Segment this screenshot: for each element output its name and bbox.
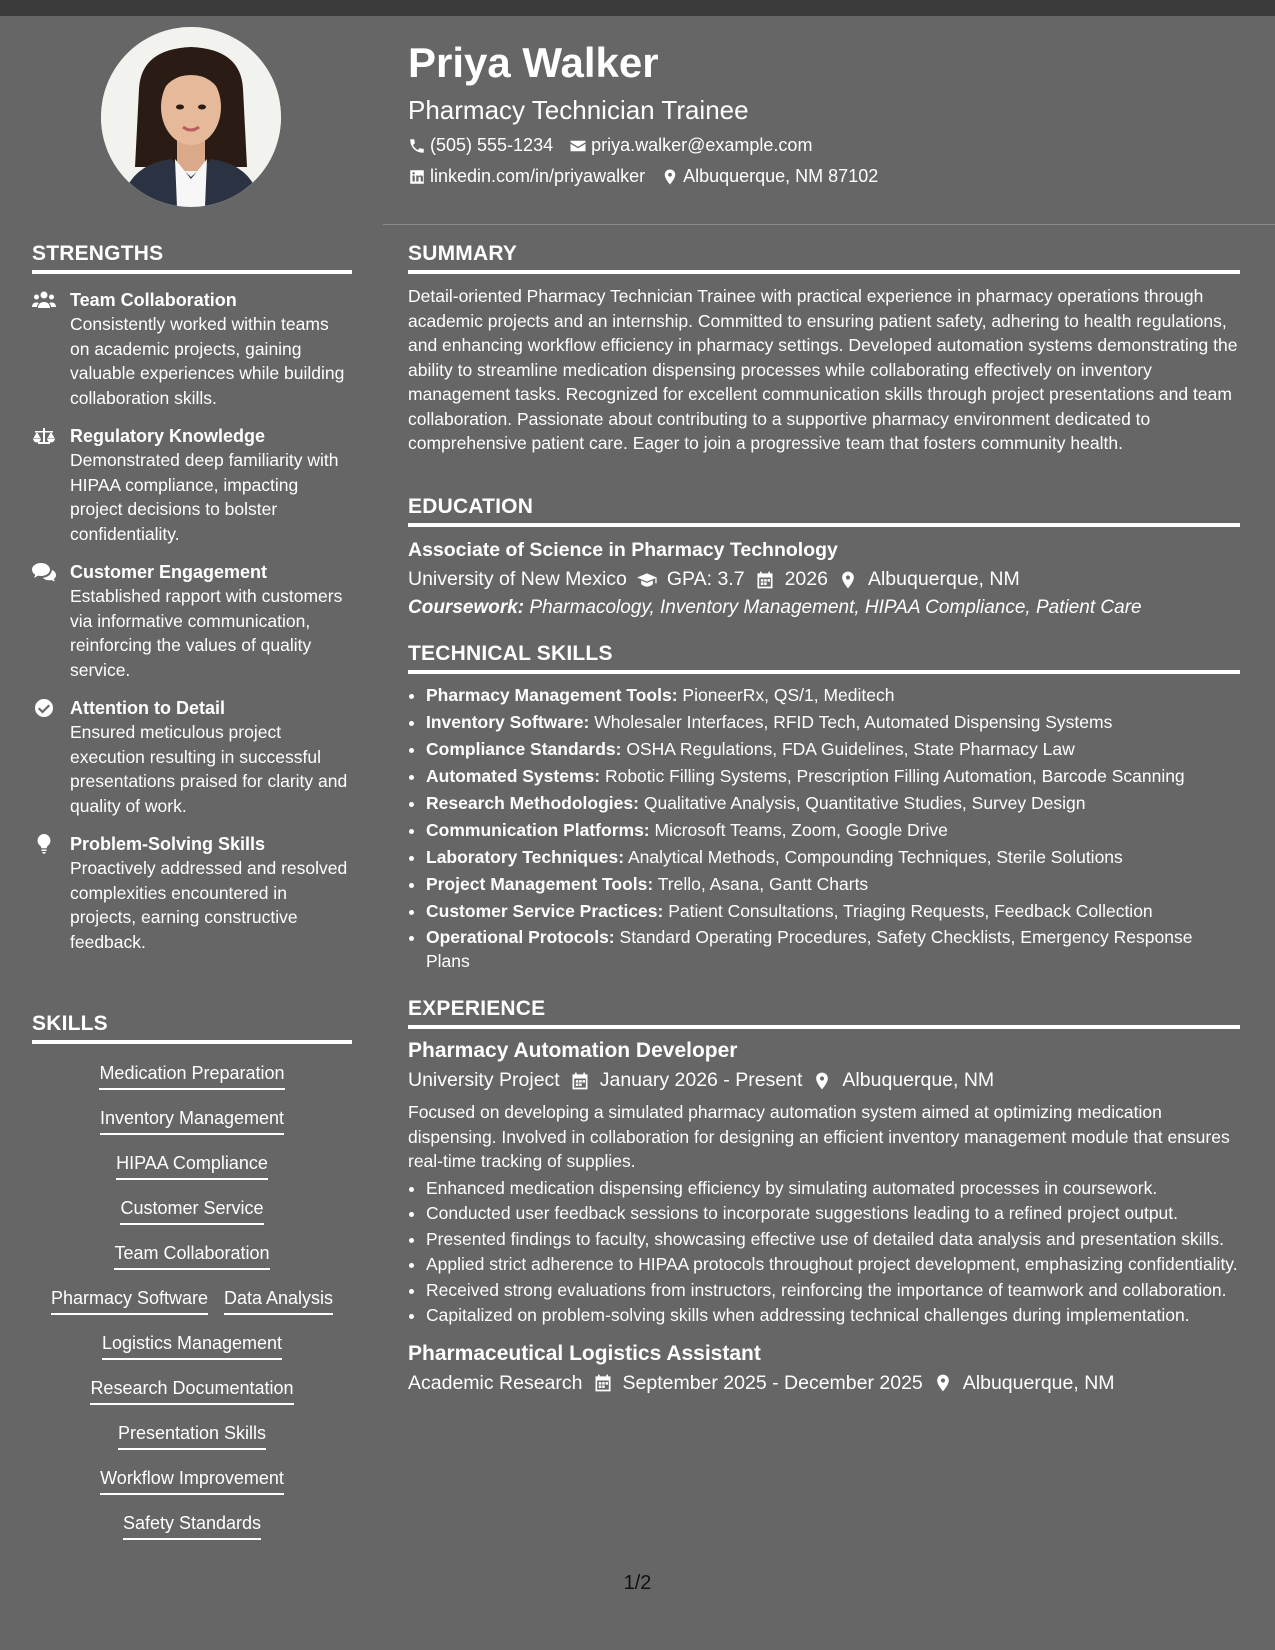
- header-divider: [383, 224, 1275, 225]
- skill-value: Wholesaler Interfaces, RFID Tech, Automated Dispensing Systems: [594, 712, 1113, 732]
- balance-scale-icon: [32, 426, 56, 446]
- list-item: [426, 763, 1240, 790]
- strength-title: Problem-Solving Skills: [70, 834, 266, 854]
- top-bar: [0, 0, 1275, 16]
- list-item: [426, 709, 1240, 736]
- experience-heading: EXPERIENCE: [408, 997, 1240, 1029]
- skills-heading: SKILLS: [32, 1012, 352, 1044]
- experience-section: [408, 997, 1240, 1395]
- skill-label: Customer Service Practices:: [426, 901, 664, 921]
- strength-item: [32, 560, 352, 682]
- list-item: [426, 871, 1240, 898]
- strength-item: [32, 424, 352, 546]
- list-item: • Enhanced medication dispensing efficiency by simulating automated processes in coursework.: [426, 1176, 1240, 1201]
- map-marker-icon: [838, 570, 858, 590]
- list-item: [426, 898, 1240, 925]
- list-item: [426, 817, 1240, 844]
- job-dates: September 2025 - December 2025: [622, 1371, 923, 1394]
- contact-row-1: [408, 135, 812, 156]
- linkedin-text: linkedin.com/in/priyawalker: [430, 166, 646, 186]
- skill-label: Project Management Tools:: [426, 874, 654, 894]
- skill-value: Standard Operating Procedures, Safety Checklists, Emergency Response Plans: [426, 927, 1193, 971]
- education-location: Albuquerque, NM: [867, 568, 1020, 590]
- list-item: [426, 925, 1240, 973]
- job-location: Albuquerque, NM: [962, 1371, 1115, 1394]
- location-text: Albuquerque, NM 87102: [683, 166, 879, 186]
- skill-label: Communication Platforms:: [426, 820, 650, 840]
- envelope-icon: [569, 137, 587, 155]
- page-number: 1/2: [623, 1572, 652, 1594]
- skill-label: Pharmacy Management Tools:: [426, 685, 678, 705]
- skill-value: Patient Consultations, Triaging Requests, Feedback Collection: [668, 901, 1153, 921]
- skill-value: Trello, Asana, Gantt Charts: [657, 874, 869, 894]
- skill-value: Analytical Methods, Compounding Techniques, Sterile Solutions: [627, 847, 1123, 867]
- email-contact[interactable]: [569, 135, 812, 156]
- lightbulb-icon: [32, 834, 56, 854]
- skill-label: Compliance Standards:: [426, 739, 622, 759]
- strength-item: [32, 288, 352, 410]
- skill-value: Robotic Filling Systems, Prescription Filling Automation, Barcode Scanning: [604, 766, 1185, 786]
- skill-tag: Team Collaboration: [114, 1242, 269, 1270]
- skill-tag: Data Analysis: [224, 1287, 333, 1315]
- skill-tag: HIPAA Compliance: [116, 1152, 268, 1180]
- skill-tag: Customer Service: [120, 1197, 263, 1225]
- skill-value: PioneerRx, QS/1, Meditech: [682, 685, 895, 705]
- job-meta: [408, 1372, 1240, 1395]
- strengths-heading: STRENGTHS: [32, 242, 352, 274]
- skill-tag: Research Documentation: [90, 1377, 293, 1405]
- users-icon: [32, 290, 56, 310]
- list-item: • Presented findings to faculty, showcasing effective use of detailed data analysis and presentation skills.: [426, 1227, 1240, 1252]
- job-location: Albuquerque, NM: [842, 1069, 995, 1091]
- coursework-text: Pharmacology, Inventory Management, HIPAA Compliance, Patient Care: [529, 597, 1142, 618]
- strength-desc: Established rapport with customers via informative communication, reinforcing the values of quality service.: [70, 586, 343, 680]
- strength-title: Attention to Detail: [70, 698, 225, 718]
- map-marker-icon: [661, 168, 679, 186]
- calendar-icon: [593, 1373, 613, 1393]
- list-item: [426, 682, 1240, 709]
- job-title: Pharmaceutical Logistics Assistant: [408, 1341, 761, 1365]
- graduation-year: 2026: [784, 568, 828, 590]
- strength-desc: Ensured meticulous project execution resulting in successful presentations praised for clarity and quality of work.: [70, 722, 348, 816]
- phone-contact[interactable]: [408, 135, 553, 156]
- list-item: • Capitalized on problem-solving skills when addressing technical challenges during implementation.: [426, 1303, 1240, 1328]
- skills-section: [32, 1012, 352, 1540]
- degree-title: Associate of Science in Pharmacy Technology: [408, 539, 838, 561]
- strength-desc: Consistently worked within teams on academic projects, gaining valuable experiences while building collaboration skills.: [70, 314, 345, 408]
- profile-photo: [101, 27, 281, 207]
- skill-tag: Safety Standards: [123, 1512, 261, 1540]
- skill-label: Automated Systems:: [426, 766, 601, 786]
- school-name: University of New Mexico: [408, 568, 627, 590]
- list-item: • Received strong evaluations from instructors, reinforcing the importance of teamwork and collaboration.: [426, 1278, 1240, 1303]
- phone-text: (505) 555-1234: [430, 135, 554, 155]
- strengths-section: [32, 242, 352, 954]
- skill-tag: Workflow Improvement: [100, 1467, 284, 1495]
- education-meta: [408, 568, 1240, 591]
- skill-tag: Pharmacy Software: [51, 1287, 208, 1315]
- education-section: [408, 495, 1240, 619]
- strength-title: Team Collaboration: [70, 290, 237, 310]
- skill-value: Microsoft Teams, Zoom, Google Drive: [654, 820, 948, 840]
- linkedin-icon: [408, 168, 426, 186]
- skill-label: Research Methodologies:: [426, 793, 639, 813]
- skill-label: Laboratory Techniques:: [426, 847, 625, 867]
- candidate-title: Pharmacy Technician Trainee: [408, 95, 749, 125]
- strength-title: Customer Engagement: [70, 562, 268, 582]
- skill-label: Operational Protocols:: [426, 927, 615, 947]
- skill-value: OSHA Regulations, FDA Guidelines, State Pharmacy Law: [626, 739, 1075, 759]
- location-contact: [661, 166, 878, 187]
- gpa-text: GPA: 3.7: [666, 568, 745, 590]
- job-org: Academic Research: [408, 1371, 583, 1394]
- list-item: [426, 790, 1240, 817]
- technical-skills-section: [408, 642, 1240, 973]
- phone-icon: [408, 137, 426, 155]
- job-title: Pharmacy Automation Developer: [408, 1039, 738, 1062]
- skill-value: Qualitative Analysis, Quantitative Studies, Survey Design: [643, 793, 1086, 813]
- comments-icon: [32, 562, 56, 582]
- calendar-icon: [570, 1071, 590, 1091]
- job-meta: [408, 1069, 1240, 1092]
- coursework-label: Coursework:: [408, 597, 525, 618]
- summary-text: Detail-oriented Pharmacy Technician Trainee with practical experience in pharmacy operations through academic projects and an internship. Committed to ensuring patient safety, adhering to health regulations, and enhancing workflow efficiency in pharmacy settings. Developed automation systems demonstrating the ability to streamline medication dispensing processes while collaborating effectively on inventory management tasks. Recognized for excellent communication skills through project presentations and team collaboration. Passionate about contributing to a supportive pharmacy environment dedicated to comprehensive patient care. Eager to join a progressive team that fosters community health.: [408, 286, 1238, 453]
- skill-tag: Medication Preparation: [99, 1062, 284, 1090]
- job-dates: January 2026 - Present: [599, 1069, 803, 1091]
- contact-row-2: [408, 166, 878, 187]
- skill-tag: Logistics Management: [102, 1332, 282, 1360]
- skill-tag: Presentation Skills: [118, 1422, 266, 1450]
- summary-section: [408, 242, 1240, 456]
- check-circle-icon: [32, 698, 56, 718]
- list-item: • Conducted user feedback sessions to incorporate suggestions leading to a refined project output.: [426, 1201, 1240, 1226]
- email-text: priya.walker@example.com: [591, 135, 813, 155]
- summary-heading: SUMMARY: [408, 242, 1240, 274]
- map-marker-icon: [933, 1373, 953, 1393]
- strength-item: [32, 832, 352, 954]
- coursework-line: [408, 597, 1240, 619]
- strength-desc: Demonstrated deep familiarity with HIPAA compliance, impacting project decisions to bolster confidentiality.: [70, 450, 339, 544]
- map-marker-icon: [812, 1071, 832, 1091]
- strength-title: Regulatory Knowledge: [70, 426, 266, 446]
- strength-desc: Proactively addressed and resolved complexities encountered in projects, earning constructive feedback.: [70, 858, 348, 952]
- list-item: [426, 736, 1240, 763]
- list-item: [426, 844, 1240, 871]
- education-heading: EDUCATION: [408, 495, 1240, 527]
- skill-tag: Inventory Management: [100, 1107, 284, 1135]
- calendar-icon: [755, 570, 775, 590]
- candidate-name: Priya Walker: [408, 39, 659, 86]
- job-description: Focused on developing a simulated pharmacy automation system aimed at optimizing medication dispensing. Involved in collaboration for designing an efficient inventory management module that ensures real-time tracking of supplies.: [408, 1102, 1230, 1171]
- job-org: University Project: [408, 1069, 560, 1091]
- linkedin-contact[interactable]: [408, 166, 645, 187]
- skill-label: Inventory Software:: [426, 712, 590, 732]
- list-item: • Applied strict adherence to HIPAA protocols throughout project development, emphasizing confidentiality.: [426, 1252, 1240, 1277]
- technical-skills-heading: TECHNICAL SKILLS: [408, 642, 1240, 674]
- strength-item: [32, 696, 352, 818]
- graduation-cap-icon: [637, 570, 657, 590]
